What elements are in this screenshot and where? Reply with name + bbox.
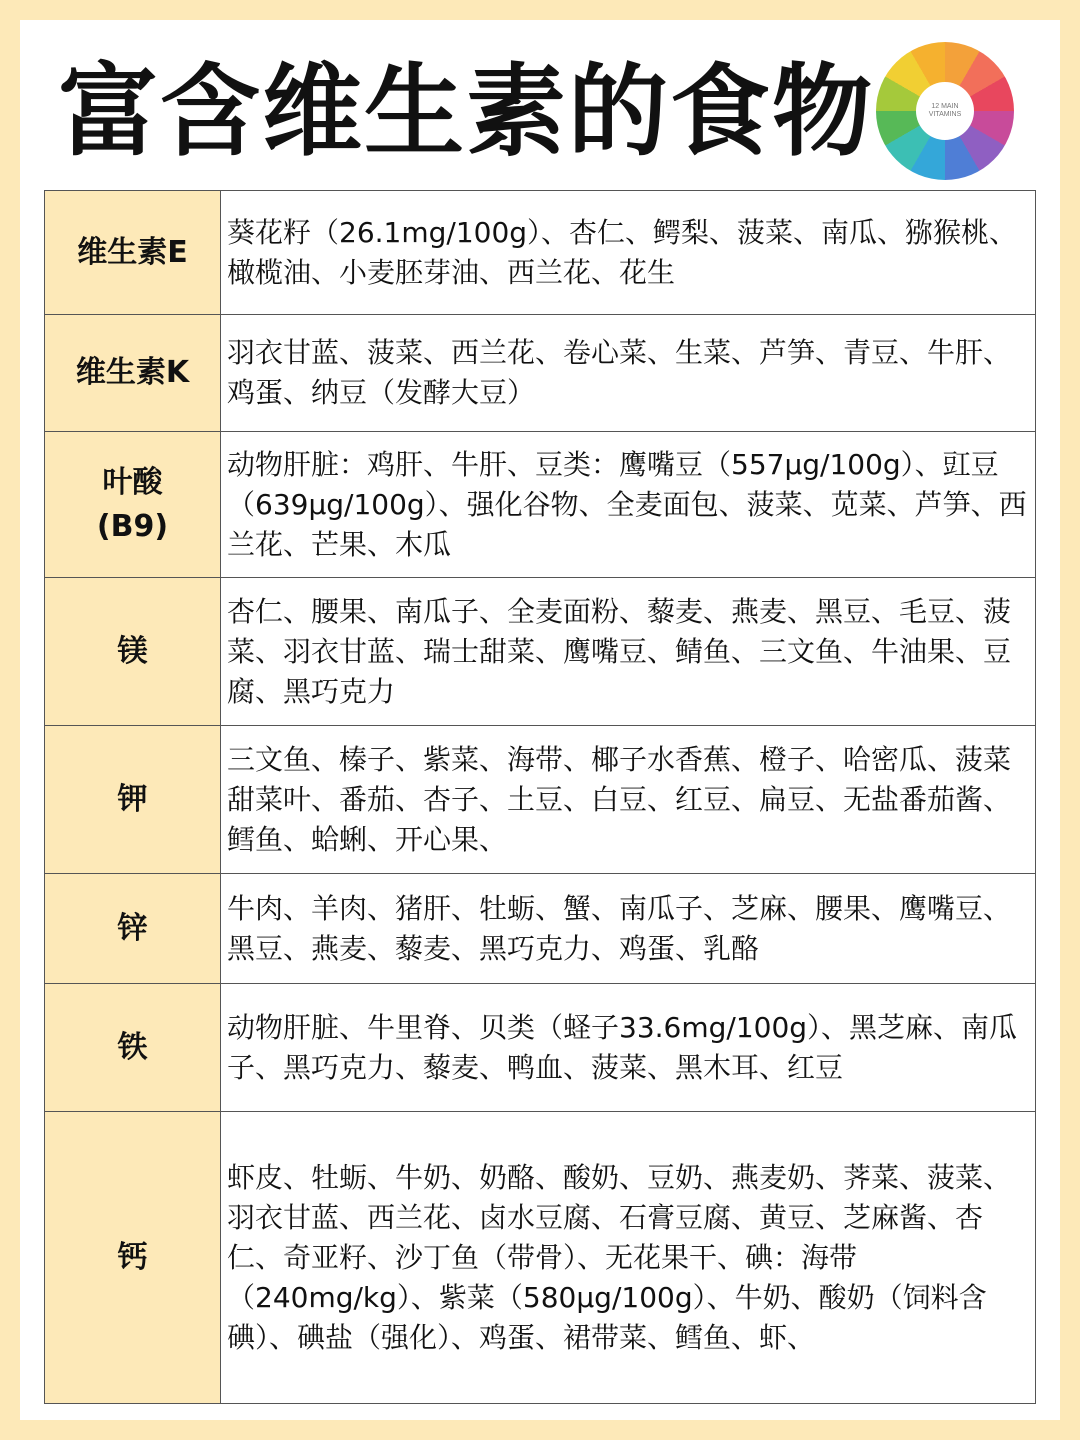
row-content: 葵花籽（26.1mg/100g）、杏仁、鳄梨、菠菜、南瓜、猕猴桃、橄榄油、小麦胚芽油、西兰花、花生 <box>221 191 1036 315</box>
row-content: 杏仁、腰果、南瓜子、全麦面粉、藜麦、燕麦、黑豆、毛豆、菠菜、羽衣甘蓝、瑞士甜菜、鹰嘴豆、鲭鱼、三文鱼、牛油果、豆腐、黑巧克力 <box>221 578 1036 726</box>
table-row <box>45 984 1036 1112</box>
row-content: 三文鱼、榛子、紫菜、海带、椰子水香蕉、橙子、哈密瓜、菠菜甜菜叶、番茄、杏子、土豆、白豆、红豆、扁豆、无盐番茄酱、鳕鱼、蛤蜊、开心果、 <box>221 726 1036 874</box>
row-label: 镁 <box>45 578 221 726</box>
row-content: 牛肉、羊肉、猪肝、牡蛎、蟹、南瓜子、芝麻、腰果、鹰嘴豆、黑豆、燕麦、藜麦、黑巧克力、鸡蛋、乳酪 <box>221 874 1036 984</box>
row-label: 维生素K <box>45 315 221 432</box>
row-label: 叶酸 (B9) <box>45 432 221 578</box>
table-row <box>45 874 1036 984</box>
table-row <box>45 1112 1036 1404</box>
page-title: 富含维生素的食物 <box>58 53 874 170</box>
vitamin-food-table <box>44 190 1036 1404</box>
row-label: 锌 <box>45 874 221 984</box>
table-row <box>45 315 1036 432</box>
table-row <box>45 191 1036 315</box>
row-label: 铁 <box>45 984 221 1112</box>
vitamin-wheel-label: 12 MAIN VITAMINS <box>928 103 962 118</box>
row-content: 动物肝脏、牛里脊、贝类（蛏子33.6mg/100g）、黑芝麻、南瓜子、黑巧克力、藜麦、鸭血、菠菜、黑木耳、红豆 <box>221 984 1036 1112</box>
row-content: 羽衣甘蓝、菠菜、西兰花、卷心菜、生菜、芦笋、青豆、牛肝、鸡蛋、纳豆（发酵大豆） <box>221 315 1036 432</box>
row-content: 动物肝脏：鸡肝、牛肝、豆类：鹰嘴豆（557μg/100g）、豇豆（639μg/100g）、强化谷物、全麦面包、菠菜、苋菜、芦笋、西兰花、芒果、木瓜 <box>221 432 1036 578</box>
row-label: 钾 <box>45 726 221 874</box>
row-label: 维生素E <box>45 191 221 315</box>
table-row <box>45 726 1036 874</box>
table-row <box>45 432 1036 578</box>
table-row <box>45 578 1036 726</box>
vitamin-wheel-icon <box>876 42 1014 180</box>
vitamin-wheel-center <box>916 82 974 140</box>
row-label: 钙 <box>45 1112 221 1404</box>
row-content: 虾皮、牡蛎、牛奶、奶酪、酸奶、豆奶、燕麦奶、荠菜、菠菜、羽衣甘蓝、西兰花、卤水豆腐、石膏豆腐、黄豆、芝麻酱、杏仁、奇亚籽、沙丁鱼（带骨）、无花果干、碘：海带（240mg/kg）、紫菜（580μg/100g）、牛奶、酸奶（饲料含碘）、碘盐（强化）、鸡蛋、裙带菜、鳕鱼、虾、 <box>221 1112 1036 1404</box>
